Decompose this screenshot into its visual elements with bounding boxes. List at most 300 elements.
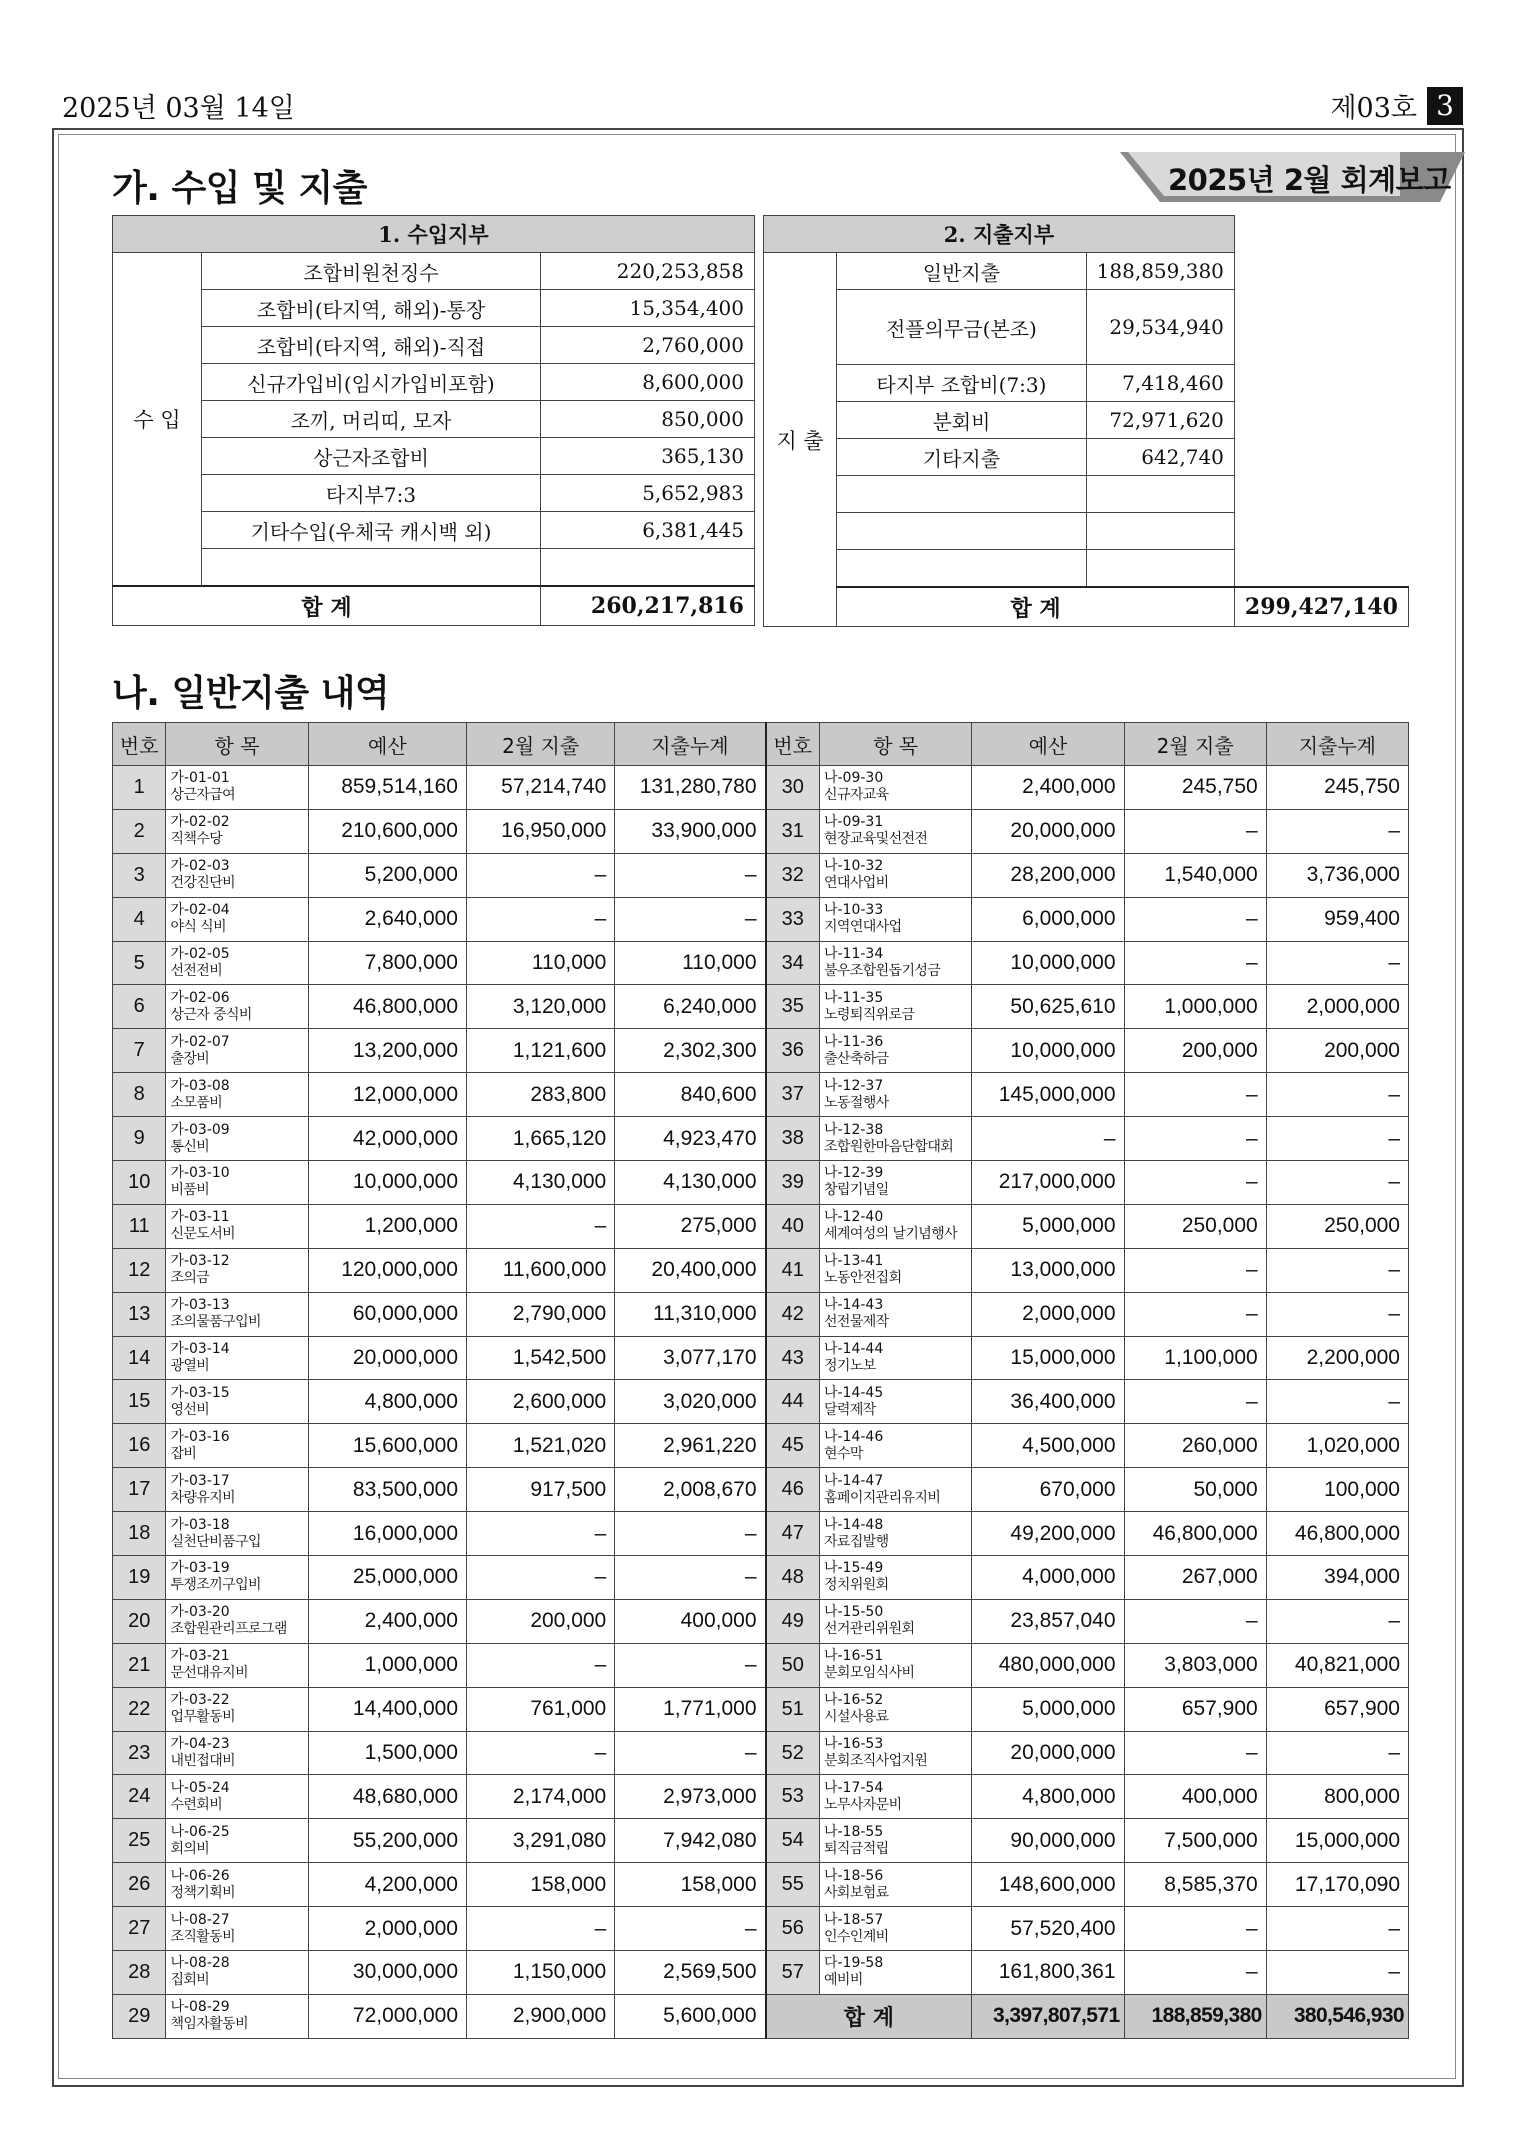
item-code: 가-02-06 <box>170 989 230 1006</box>
row-feb-expense: 4,130,000 <box>467 1161 615 1205</box>
row-item <box>166 1512 308 1556</box>
row-number: 12 <box>113 1248 166 1292</box>
item-name: 홈페이지관리유지비 <box>823 1489 941 1506</box>
row-item <box>819 1161 971 1205</box>
item-name: 정책기획비 <box>170 1884 236 1901</box>
item-code: 가-03-20 <box>170 1604 230 1621</box>
row-feb-expense: 1,665,120 <box>467 1117 615 1161</box>
row-cumulative: 2,973,000 <box>615 1775 766 1819</box>
item-name: 잡비 <box>170 1445 197 1462</box>
row-number: 25 <box>113 1819 166 1863</box>
item-name: 분회모임식사비 <box>823 1665 915 1682</box>
income-value <box>541 549 755 587</box>
row-cumulative: – <box>1266 1951 1408 1995</box>
row-budget: 20,000,000 <box>308 1336 466 1380</box>
row-budget: 83,500,000 <box>308 1468 466 1512</box>
row-item <box>819 1117 971 1161</box>
row-item <box>819 1863 971 1907</box>
item-name: 인수인계비 <box>823 1928 889 1945</box>
row-number: 55 <box>766 1863 820 1907</box>
income-label: 타지부7:3 <box>202 475 541 512</box>
expense-total-label: 합 계 <box>837 587 1235 627</box>
row-item <box>166 1907 308 1951</box>
item-name: 출산축하금 <box>823 1050 889 1067</box>
table-row <box>113 1951 1409 1995</box>
row-feb-expense: – <box>467 1643 615 1687</box>
row-cumulative: – <box>615 1556 766 1600</box>
row-cumulative: – <box>1266 1380 1408 1424</box>
row-number: 16 <box>113 1424 166 1468</box>
expense-value: 642,740 <box>1086 439 1234 476</box>
item-name: 노령퇴직위로금 <box>823 1006 915 1023</box>
row-number: 15 <box>113 1380 166 1424</box>
row-item <box>166 809 308 853</box>
row-cumulative: 2,200,000 <box>1266 1336 1408 1380</box>
row-item <box>166 941 308 985</box>
general-expense-table <box>112 722 1409 2039</box>
row-feb-expense: 657,900 <box>1124 1687 1266 1731</box>
row-budget: 2,000,000 <box>972 1292 1124 1336</box>
table-row <box>113 1073 1409 1117</box>
row-budget: 120,000,000 <box>308 1248 466 1292</box>
col-header-budget: 예산 <box>308 723 466 766</box>
expense-table <box>763 215 1409 627</box>
row-budget: 5,000,000 <box>972 1687 1124 1731</box>
item-name: 회의비 <box>170 1840 210 1857</box>
row-number: 35 <box>766 985 820 1029</box>
item-code: 나-12-39 <box>823 1165 884 1182</box>
row-feb-expense: 245,750 <box>1124 766 1266 810</box>
row-budget: 1,500,000 <box>308 1731 466 1775</box>
row-number: 9 <box>113 1117 166 1161</box>
row-item <box>166 1161 308 1205</box>
row-number: 36 <box>766 1029 820 1073</box>
item-code: 나-08-29 <box>170 1999 230 2016</box>
row-budget: 859,514,160 <box>308 766 466 810</box>
table-row <box>113 1468 1409 1512</box>
row-cumulative: – <box>615 897 766 941</box>
row-budget: 5,200,000 <box>308 853 466 897</box>
row-cumulative: 4,130,000 <box>615 1161 766 1205</box>
income-total-label: 합 계 <box>113 586 541 626</box>
row-number: 26 <box>113 1863 166 1907</box>
row-feb-expense: 11,600,000 <box>467 1248 615 1292</box>
row-feb-expense: – <box>1124 1117 1266 1161</box>
row-number: 39 <box>766 1161 820 1205</box>
item-name: 선거관리위원회 <box>823 1621 915 1638</box>
row-feb-expense: 200,000 <box>1124 1029 1266 1073</box>
item-name: 예비비 <box>823 1972 863 1989</box>
row-cumulative: – <box>615 1512 766 1556</box>
row-cumulative: 394,000 <box>1266 1556 1408 1600</box>
row-feb-expense: 16,950,000 <box>467 809 615 853</box>
item-code: 나-10-33 <box>823 902 884 919</box>
table-row <box>113 853 1409 897</box>
row-item <box>819 1687 971 1731</box>
row-budget: 148,600,000 <box>972 1863 1124 1907</box>
page-number-badge: 3 <box>1427 87 1463 125</box>
item-code: 나-14-43 <box>823 1297 884 1314</box>
row-item <box>166 1643 308 1687</box>
item-code: 나-06-26 <box>170 1867 230 1884</box>
item-code: 가-03-15 <box>170 1384 230 1401</box>
row-cumulative: – <box>1266 1907 1408 1951</box>
expense-value: 7,418,460 <box>1086 365 1234 402</box>
row-number: 23 <box>113 1731 166 1775</box>
table-row <box>113 941 1409 985</box>
row-number: 24 <box>113 1775 166 1819</box>
row-item <box>819 1424 971 1468</box>
col-header-cumulative: 지출누계 <box>615 723 766 766</box>
income-header: 1. 수입지부 <box>113 216 755 253</box>
row-budget: 4,800,000 <box>308 1380 466 1424</box>
row-item <box>166 897 308 941</box>
item-code: 나-12-40 <box>823 1209 884 1226</box>
row-item <box>166 1336 308 1380</box>
row-budget: – <box>972 1117 1124 1161</box>
row-budget: 90,000,000 <box>972 1819 1124 1863</box>
row-cumulative: – <box>1266 1248 1408 1292</box>
row-feb-expense: 1,150,000 <box>467 1951 615 1995</box>
row-budget: 480,000,000 <box>972 1643 1124 1687</box>
row-number: 31 <box>766 809 820 853</box>
row-number: 43 <box>766 1336 820 1380</box>
row-budget: 7,800,000 <box>308 941 466 985</box>
row-number: 34 <box>766 941 820 985</box>
row-cumulative: 20,400,000 <box>615 1248 766 1292</box>
row-cumulative: 2,302,300 <box>615 1029 766 1073</box>
row-budget: 36,400,000 <box>972 1380 1124 1424</box>
income-label: 조합비(타지역, 해외)-직접 <box>202 327 541 364</box>
row-budget: 4,200,000 <box>308 1863 466 1907</box>
row-item <box>166 1556 308 1600</box>
row-item <box>166 853 308 897</box>
row-item <box>166 1819 308 1863</box>
row-number: 1 <box>113 766 166 810</box>
item-code: 나-17-54 <box>823 1779 884 1796</box>
row-number: 46 <box>766 1468 820 1512</box>
income-value: 2,760,000 <box>541 327 755 364</box>
row-feb-expense: 1,542,500 <box>467 1336 615 1380</box>
item-code: 가-03-18 <box>170 1516 230 1533</box>
col-header-item: 항 목 <box>166 723 308 766</box>
row-feb-expense: 283,800 <box>467 1073 615 1117</box>
row-item <box>166 1599 308 1643</box>
item-name: 노무사자문비 <box>823 1796 902 1813</box>
item-name: 지역연대사업 <box>823 919 902 936</box>
item-name: 실천단비품구입 <box>170 1533 261 1550</box>
income-label: 신규가입비(임시가입비포함) <box>202 364 541 401</box>
row-budget: 15,600,000 <box>308 1424 466 1468</box>
item-name: 조의금 <box>170 1270 210 1287</box>
item-name: 문선대유지비 <box>170 1665 248 1682</box>
row-cumulative: 33,900,000 <box>615 809 766 853</box>
row-cumulative: 46,800,000 <box>1266 1512 1408 1556</box>
item-code: 가-02-02 <box>170 814 230 831</box>
income-label: 조합비(타지역, 해외)-통장 <box>202 290 541 327</box>
row-number: 33 <box>766 897 820 941</box>
row-number: 44 <box>766 1380 820 1424</box>
issue-date: 2025년 03월 14일 <box>62 93 295 124</box>
item-code: 가-03-16 <box>170 1428 230 1445</box>
item-name: 투쟁조끼구입비 <box>170 1577 261 1594</box>
row-feb-expense: – <box>1124 1731 1266 1775</box>
row-item <box>819 1248 971 1292</box>
row-item <box>819 853 971 897</box>
row-number: 29 <box>113 1994 166 2038</box>
item-code: 가-03-14 <box>170 1341 230 1358</box>
item-code: 나-05-24 <box>170 1779 230 1796</box>
row-cumulative: 657,900 <box>1266 1687 1408 1731</box>
row-cumulative: – <box>1266 1599 1408 1643</box>
row-cumulative: 11,310,000 <box>615 1292 766 1336</box>
detail-header-row <box>113 723 1409 766</box>
row-item <box>819 1292 971 1336</box>
row-number: 30 <box>766 766 820 810</box>
row-feb-expense: 400,000 <box>1124 1775 1266 1819</box>
total-budget: 3,397,807,571 <box>972 1994 1124 2038</box>
item-code: 나-10-32 <box>823 858 884 875</box>
row-budget: 670,000 <box>972 1468 1124 1512</box>
table-row <box>113 766 1409 810</box>
row-feb-expense: 7,500,000 <box>1124 1819 1266 1863</box>
row-budget: 145,000,000 <box>972 1073 1124 1117</box>
col-header-budget: 예산 <box>972 723 1124 766</box>
item-name: 세계여성의 날기념행사 <box>823 1226 958 1243</box>
row-feb-expense: – <box>467 1556 615 1600</box>
expense-value: 72,971,620 <box>1086 402 1234 439</box>
row-feb-expense: 1,100,000 <box>1124 1336 1266 1380</box>
row-cumulative: – <box>615 853 766 897</box>
item-name: 비품비 <box>170 1182 210 1199</box>
income-label: 조끼, 머리띠, 모자 <box>202 401 541 438</box>
row-number: 2 <box>113 809 166 853</box>
item-name: 책임자활동비 <box>170 2016 248 2033</box>
item-code: 나-06-25 <box>170 1823 230 1840</box>
row-feb-expense: 267,000 <box>1124 1556 1266 1600</box>
row-item <box>819 1951 971 1995</box>
row-feb-expense: 1,121,600 <box>467 1029 615 1073</box>
expense-value: 188,859,380 <box>1086 253 1234 290</box>
item-code: 나-18-56 <box>823 1867 884 1884</box>
row-number: 45 <box>766 1424 820 1468</box>
row-budget: 42,000,000 <box>308 1117 466 1161</box>
row-budget: 4,800,000 <box>972 1775 1124 1819</box>
total-label: 합 계 <box>766 1994 972 2038</box>
row-item <box>166 1775 308 1819</box>
item-name: 직책수당 <box>170 831 223 848</box>
table-row <box>113 1161 1409 1205</box>
row-cumulative: 158,000 <box>615 1863 766 1907</box>
row-cumulative: 250,000 <box>1266 1204 1408 1248</box>
row-item <box>819 1907 971 1951</box>
row-number: 8 <box>113 1073 166 1117</box>
section-b-title: 나. 일반지출 내역 <box>112 673 390 714</box>
row-item <box>166 1117 308 1161</box>
row-item <box>166 766 308 810</box>
col-header-feb: 2월 지출 <box>1124 723 1266 766</box>
row-item <box>819 1731 971 1775</box>
item-name: 조의물품구입비 <box>170 1314 261 1331</box>
row-budget: 28,200,000 <box>972 853 1124 897</box>
item-code: 가-03-10 <box>170 1165 230 1182</box>
row-feb-expense: – <box>467 1731 615 1775</box>
item-code: 가-03-12 <box>170 1253 230 1270</box>
item-code: 가-03-21 <box>170 1648 230 1665</box>
section-a-title: 가. 수입 및 지출 <box>112 168 367 209</box>
item-code: 나-14-47 <box>823 1472 884 1489</box>
row-number: 49 <box>766 1599 820 1643</box>
row-feb-expense: – <box>467 1907 615 1951</box>
row-feb-expense: – <box>1124 1907 1266 1951</box>
row-item <box>166 1863 308 1907</box>
item-code: 가-03-19 <box>170 1560 230 1577</box>
item-code: 나-18-55 <box>823 1823 884 1840</box>
row-cumulative: 2,008,670 <box>615 1468 766 1512</box>
row-feb-expense: 57,214,740 <box>467 766 615 810</box>
table-row <box>113 1029 1409 1073</box>
expense-label: 일반지출 <box>837 253 1086 290</box>
total-cumulative: 380,546,930 <box>1266 1994 1408 2038</box>
row-number: 48 <box>766 1556 820 1600</box>
row-number: 32 <box>766 853 820 897</box>
item-name: 분회조직사업지원 <box>823 1753 928 1770</box>
row-cumulative: 5,600,000 <box>615 1994 766 2038</box>
row-budget: 2,400,000 <box>972 766 1124 810</box>
item-code: 나-14-48 <box>823 1516 884 1533</box>
row-number: 19 <box>113 1556 166 1600</box>
row-cumulative: – <box>1266 1161 1408 1205</box>
item-name: 노동절행사 <box>823 1094 889 1111</box>
row-number: 42 <box>766 1292 820 1336</box>
row-number: 52 <box>766 1731 820 1775</box>
row-item <box>819 1775 971 1819</box>
row-cumulative: 4,923,470 <box>615 1117 766 1161</box>
row-feb-expense: 761,000 <box>467 1687 615 1731</box>
row-feb-expense: 917,500 <box>467 1468 615 1512</box>
table-row <box>113 985 1409 1029</box>
row-cumulative: 275,000 <box>615 1204 766 1248</box>
table-row <box>113 1599 1409 1643</box>
row-feb-expense: – <box>1124 897 1266 941</box>
item-name: 노동안전집회 <box>823 1270 902 1287</box>
row-number: 11 <box>113 1204 166 1248</box>
report-banner <box>1120 152 1465 202</box>
row-cumulative: 17,170,090 <box>1266 1863 1408 1907</box>
row-budget: 20,000,000 <box>972 1731 1124 1775</box>
row-budget: 1,200,000 <box>308 1204 466 1248</box>
row-budget: 217,000,000 <box>972 1161 1124 1205</box>
row-cumulative: – <box>1266 1073 1408 1117</box>
row-number: 5 <box>113 941 166 985</box>
row-feb-expense: – <box>467 1204 615 1248</box>
item-name: 선전물제작 <box>823 1314 889 1331</box>
row-number: 53 <box>766 1775 820 1819</box>
row-feb-expense: 2,174,000 <box>467 1775 615 1819</box>
table-row <box>113 1863 1409 1907</box>
item-code: 가-02-07 <box>170 1033 230 1050</box>
item-code: 나-16-52 <box>823 1692 884 1709</box>
row-cumulative: 3,020,000 <box>615 1380 766 1424</box>
row-cumulative: 2,569,500 <box>615 1951 766 1995</box>
row-cumulative: 245,750 <box>1266 766 1408 810</box>
row-budget: 30,000,000 <box>308 1951 466 1995</box>
row-cumulative: – <box>615 1731 766 1775</box>
row-item <box>819 1468 971 1512</box>
item-code: 나-12-37 <box>823 1077 884 1094</box>
income-value: 15,354,400 <box>541 290 755 327</box>
row-budget: 13,000,000 <box>972 1248 1124 1292</box>
item-code: 나-16-51 <box>823 1648 884 1665</box>
expense-value <box>1086 513 1234 550</box>
row-budget: 15,000,000 <box>972 1336 1124 1380</box>
row-number: 22 <box>113 1687 166 1731</box>
expense-value <box>1086 550 1234 588</box>
row-cumulative: 15,000,000 <box>1266 1819 1408 1863</box>
row-item <box>819 1512 971 1556</box>
row-cumulative: – <box>615 1907 766 1951</box>
item-code: 가-03-17 <box>170 1472 230 1489</box>
table-row <box>113 897 1409 941</box>
row-number: 20 <box>113 1599 166 1643</box>
item-name: 신규자교육 <box>823 787 889 804</box>
row-item <box>166 1073 308 1117</box>
row-budget: 2,000,000 <box>308 1907 466 1951</box>
row-budget: 2,400,000 <box>308 1599 466 1643</box>
row-item <box>819 941 971 985</box>
table-row <box>113 1731 1409 1775</box>
row-number: 27 <box>113 1907 166 1951</box>
row-feb-expense: – <box>1124 809 1266 853</box>
row-budget: 16,000,000 <box>308 1512 466 1556</box>
item-name: 업무활동비 <box>170 1709 236 1726</box>
row-cumulative: 200,000 <box>1266 1029 1408 1073</box>
row-number: 14 <box>113 1336 166 1380</box>
row-item <box>819 766 971 810</box>
expense-label: 타지부 조합비(7:3) <box>837 365 1086 402</box>
row-budget: 49,200,000 <box>972 1512 1124 1556</box>
item-name: 조합원한마음단합대회 <box>823 1138 954 1155</box>
item-name: 시설사용료 <box>823 1709 889 1726</box>
row-cumulative: 400,000 <box>615 1599 766 1643</box>
expense-total-value: 299,427,140 <box>1234 587 1408 627</box>
row-cumulative: 40,821,000 <box>1266 1643 1408 1687</box>
row-number: 17 <box>113 1468 166 1512</box>
row-budget: 60,000,000 <box>308 1292 466 1336</box>
row-feb-expense: 200,000 <box>467 1599 615 1643</box>
row-cumulative: 1,020,000 <box>1266 1424 1408 1468</box>
row-cumulative: 2,000,000 <box>1266 985 1408 1029</box>
item-name: 통신비 <box>170 1138 210 1155</box>
row-budget: 25,000,000 <box>308 1556 466 1600</box>
table-row <box>113 1775 1409 1819</box>
item-code: 나-18-57 <box>823 1911 884 1928</box>
table-row <box>113 1204 1409 1248</box>
row-budget: 1,000,000 <box>308 1643 466 1687</box>
income-value: 5,652,983 <box>541 475 755 512</box>
table-row <box>113 1292 1409 1336</box>
item-name: 상근자 중식비 <box>170 1006 252 1023</box>
row-cumulative: 800,000 <box>1266 1775 1408 1819</box>
row-cumulative: 6,240,000 <box>615 985 766 1029</box>
row-feb-expense: 1,540,000 <box>1124 853 1266 897</box>
col-header-feb: 2월 지출 <box>467 723 615 766</box>
table-row <box>113 1117 1409 1161</box>
row-budget: 10,000,000 <box>972 1029 1124 1073</box>
row-feb-expense: – <box>1124 941 1266 985</box>
row-budget: 10,000,000 <box>972 941 1124 985</box>
item-name: 불우조합원돕기성금 <box>823 963 941 979</box>
